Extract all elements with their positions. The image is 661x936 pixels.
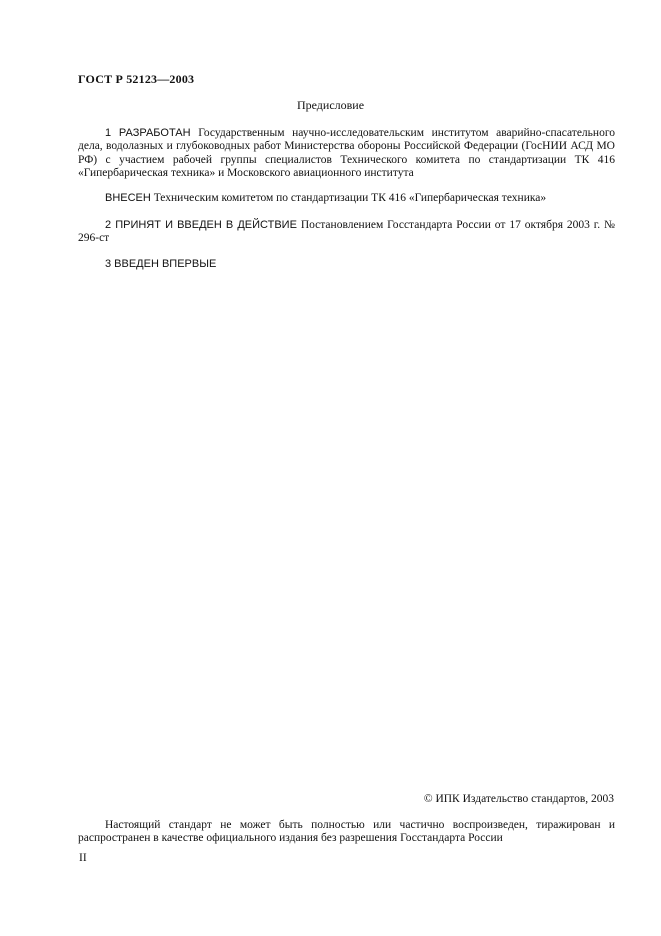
paragraph-text: Постановлением Госстандарта России от 17 октября 2003 г. № 296-ст <box>78 219 615 245</box>
page-number: II <box>79 852 87 864</box>
paragraph-text: Государственным научно-исследовательским институтом аварийно-спасательного дела, водолазных и глубоководных работ Министерства обороны Российской Федерации (ГосНИИ АСД МО РФ) с участием рабочей группы специалистов Технического комитета по стандартизации ТК 416 «Гипербарическая техника» и Московского авиационного института <box>78 127 615 180</box>
paragraph-introduced <box>78 192 615 205</box>
paragraph-first-introduced <box>78 258 615 271</box>
paragraph-adopted <box>78 219 615 246</box>
paragraph-lead: 1 РАЗРАБОТАН <box>105 127 191 139</box>
paragraph-lead: 2 ПРИНЯТ И ВВЕДЕН В ДЕЙСТВИЕ <box>105 219 297 231</box>
foreword-heading: Предисловие <box>296 98 365 112</box>
copyright-line: © ИПК Издательство стандартов, 2003 <box>423 793 614 805</box>
paragraph-developed <box>78 127 615 181</box>
paragraph-lead: 3 ВВЕДЕН ВПЕРВЫЕ <box>105 258 217 270</box>
reproduction-notice: Настоящий стандарт не может быть полностью или частично воспроизведен, тиражирован и распространен в качестве официального издания без разрешения Госстандарта России <box>78 819 615 845</box>
paragraph-lead: ВНЕСЕН <box>105 192 151 204</box>
standard-header: ГОСТ Р 52123—2003 <box>78 72 195 86</box>
paragraph-text: Техническим комитетом по стандартизации ТК 416 «Гипербарическая техника» <box>150 192 547 204</box>
